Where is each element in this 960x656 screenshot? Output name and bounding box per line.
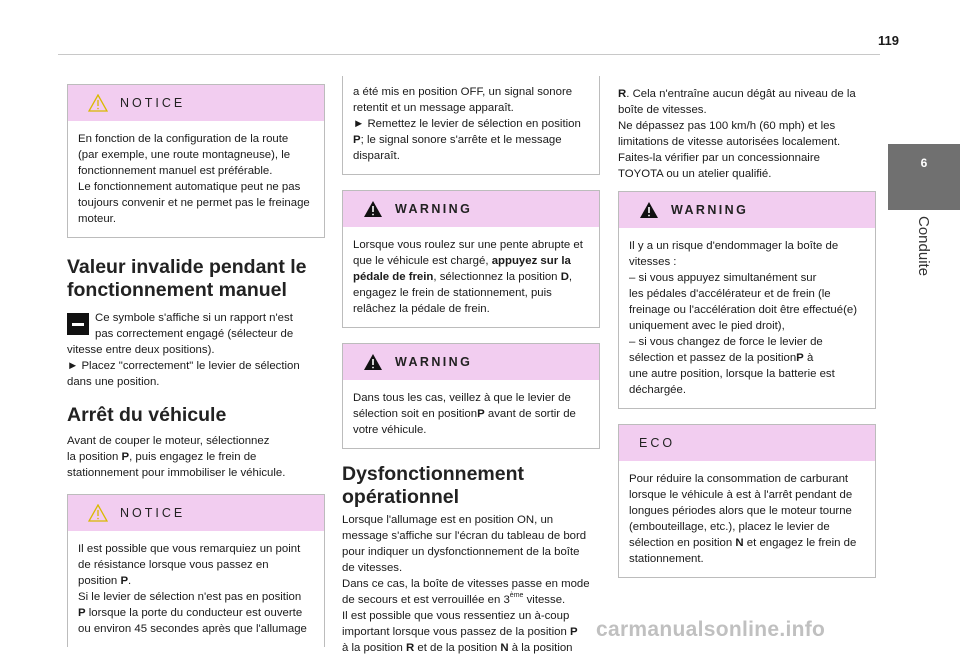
warning-box-1: [342, 190, 600, 328]
text-line: vitesse entre deux positions).: [67, 344, 215, 356]
top-rule: [58, 54, 880, 55]
eco-box: [618, 424, 876, 578]
warning-box-2: [342, 343, 600, 449]
vehicle-stop-text: [67, 433, 325, 481]
text-line: En fonction de la configuration de la route: [78, 133, 289, 145]
chapter-tab: [888, 144, 960, 210]
text-line: dans une position.: [67, 376, 160, 388]
text-line: Pour réduire la consommation de carburant: [629, 473, 849, 485]
text-line: relâchez la pédale de frein.: [353, 303, 490, 315]
text-line: vitesses :: [629, 256, 677, 268]
text-line: ► Placez "correctement" le levier de sélection: [67, 360, 300, 372]
text-line: disparaît.: [353, 150, 400, 162]
heading-line: Dysfonctionnement: [342, 463, 525, 485]
text-line: Ce symbole s'affiche si un rapport n'est: [95, 312, 293, 324]
chapter-label-container: [888, 212, 960, 332]
warning-title: WARNING: [395, 202, 473, 216]
notice-body: [343, 76, 599, 174]
eco-body: [619, 461, 875, 577]
text-line: à la position R et de la position N à la position: [342, 642, 573, 654]
warning-body: [343, 227, 599, 327]
malfunction-continuation-text: [618, 86, 876, 182]
text-line: Ne dépassez pas 100 km/h (60 mph) et les: [618, 120, 836, 132]
warning-header: [343, 191, 599, 227]
text-line: longues périodes alors que le moteur tourne: [629, 505, 852, 517]
text-line: Lorsque vous roulez sur une pente abrupte et: [353, 239, 583, 251]
warning-triangle-icon: [88, 94, 108, 112]
warning-triangle-icon: [88, 504, 108, 522]
notice-title: NOTICE: [120, 506, 186, 520]
text-line: Il est possible que vous ressentiez un à-coup: [342, 610, 570, 622]
text-line: TOYOTA ou un atelier qualifié.: [618, 168, 772, 180]
text-line: P; le signal sonore s'arrête et le message: [353, 134, 562, 146]
text-line: ou environ 45 secondes après que l'allumage: [78, 623, 307, 635]
text-line: R. Cela n'entraîne aucun dégât au niveau de la: [618, 88, 856, 100]
text-line: pédale de frein, sélectionnez la position D,: [353, 271, 573, 283]
warning-box-3: [618, 191, 876, 409]
text-line: Dans tous les cas, veillez à que le levier de: [353, 392, 571, 404]
invalid-value-text: [67, 310, 325, 390]
heading-line: Valeur invalide pendant le: [67, 256, 307, 278]
warning-triangle-icon: [363, 353, 383, 371]
eco-title: ECO: [639, 436, 676, 450]
text-line: position P.: [78, 575, 132, 587]
text-line: sélection et passez de la positionP à: [629, 352, 814, 364]
text-line: stationnement pour immobiliser le véhicule.: [67, 467, 286, 479]
text-line: pour indiquer un dysfonctionnement de la boîte: [342, 546, 580, 558]
text-line: ► Remettez le levier de sélection en position: [353, 118, 581, 130]
text-line: Dans ce cas, la boîte de vitesses passe en mode: [342, 578, 590, 590]
text-line: une autre position, lorsque la batterie est: [629, 368, 835, 380]
text-line: stationnement.: [629, 553, 704, 565]
text-line: sélection soit en positionP avant de sortir de: [353, 408, 576, 420]
text-line: P lorsque la porte du conducteur est ouverte: [78, 607, 303, 619]
warning-header: [343, 344, 599, 380]
section-heading-malfunction: [342, 463, 600, 509]
column-1: [67, 76, 325, 647]
text-line: de résistance lorsque vous passez en: [78, 559, 269, 571]
watermark: carmanualsonline.info: [596, 618, 826, 641]
text-line: lorsque le véhicule à est à l'arrêt pendant de: [629, 489, 853, 501]
warning-body: [343, 380, 599, 448]
text-line: engagez le frein de stationnement, puis: [353, 287, 552, 299]
warning-triangle-icon: [363, 200, 383, 218]
notice-box-1: [67, 84, 325, 238]
text-line: pas correctement engagé (sélecteur de: [95, 328, 294, 340]
text-line: moteur.: [78, 213, 116, 225]
chapter-number: 6: [920, 156, 928, 170]
text-line: (embouteillage, etc.), placez le levier de: [629, 521, 830, 533]
notice-box-2: [67, 494, 325, 647]
heading-line: fonctionnement manuel: [67, 279, 287, 301]
text-line: important lorsque vous passez de la position P: [342, 626, 578, 638]
text-line: retentit et un message apparaît.: [353, 102, 514, 114]
text-line: limitations de vitesse autorisées localement.: [618, 136, 841, 148]
text-line: toujours convenir et ne permet pas le freinage: [78, 197, 310, 209]
column-2: [342, 76, 600, 656]
warning-triangle-icon: [639, 201, 659, 219]
text-line: fonctionnement manuel est préférable.: [78, 165, 273, 177]
text-line: – si vous appuyez simultanément sur: [629, 272, 817, 284]
text-line: de vitesses.: [342, 562, 403, 574]
text-line: Le fonctionnement automatique peut ne pas: [78, 181, 301, 193]
notice-body: [68, 531, 324, 647]
page-number: 119: [878, 33, 899, 48]
text-line: a été mis en position OFF, un signal sonore: [353, 86, 573, 98]
text-line: que le véhicule est chargé, appuyez sur la: [353, 255, 571, 267]
text-line: freinage ou l'accélération doit être effectué(e): [629, 304, 858, 316]
text-line: (par exemple, une route montagneuse), le: [78, 149, 291, 161]
notice-title: NOTICE: [120, 96, 186, 110]
text-line: boîte de vitesses.: [618, 104, 707, 116]
text-line: la position P, puis engagez le frein de: [67, 451, 257, 463]
section-heading-invalid-value: [67, 256, 325, 302]
text-line: les pédales d'accélérateur et de frein (le: [629, 288, 831, 300]
warning-body: [619, 228, 875, 408]
section-heading-vehicle-stop: Arrêt du véhicule: [67, 404, 227, 426]
warning-title: WARNING: [671, 203, 749, 217]
notice-body: [68, 121, 324, 237]
eco-header: [619, 425, 875, 461]
text-line: Il y a un risque d'endommager la boîte de: [629, 240, 839, 252]
text-line: votre véhicule.: [353, 424, 427, 436]
text-line: Faites-la vérifier par un concessionnaire: [618, 152, 820, 164]
text-line: déchargée.: [629, 384, 686, 396]
notice-header: [68, 495, 324, 531]
text-line: Il est possible que vous remarquiez un point: [78, 543, 301, 555]
malfunction-text: [342, 512, 600, 656]
text-line: uniquement avec le pied droit),: [629, 320, 785, 332]
invalid-gear-symbol-icon: [67, 313, 89, 335]
text-line: Si le levier de sélection n'est pas en position: [78, 591, 302, 603]
text-line: sélection en position N et engagez le frein de: [629, 537, 857, 549]
warning-header: [619, 192, 875, 228]
heading-line: opérationnel: [342, 486, 460, 508]
chapter-label: Conduite: [915, 216, 932, 277]
text-line: – si vous changez de force le levier de: [629, 336, 823, 348]
text-line: de secours et est verrouillée en 3ème vitesse.: [342, 592, 566, 606]
warning-title: WARNING: [395, 355, 473, 369]
notice-continuation-box: [342, 76, 600, 175]
column-3: [618, 76, 876, 578]
text-line: Lorsque l'allumage est en position ON, un: [342, 514, 554, 526]
text-line: message s'affiche sur l'écran du tableau de bord: [342, 530, 587, 542]
text-line: Avant de couper le moteur, sélectionnez: [67, 435, 270, 447]
notice-header: [68, 85, 324, 121]
